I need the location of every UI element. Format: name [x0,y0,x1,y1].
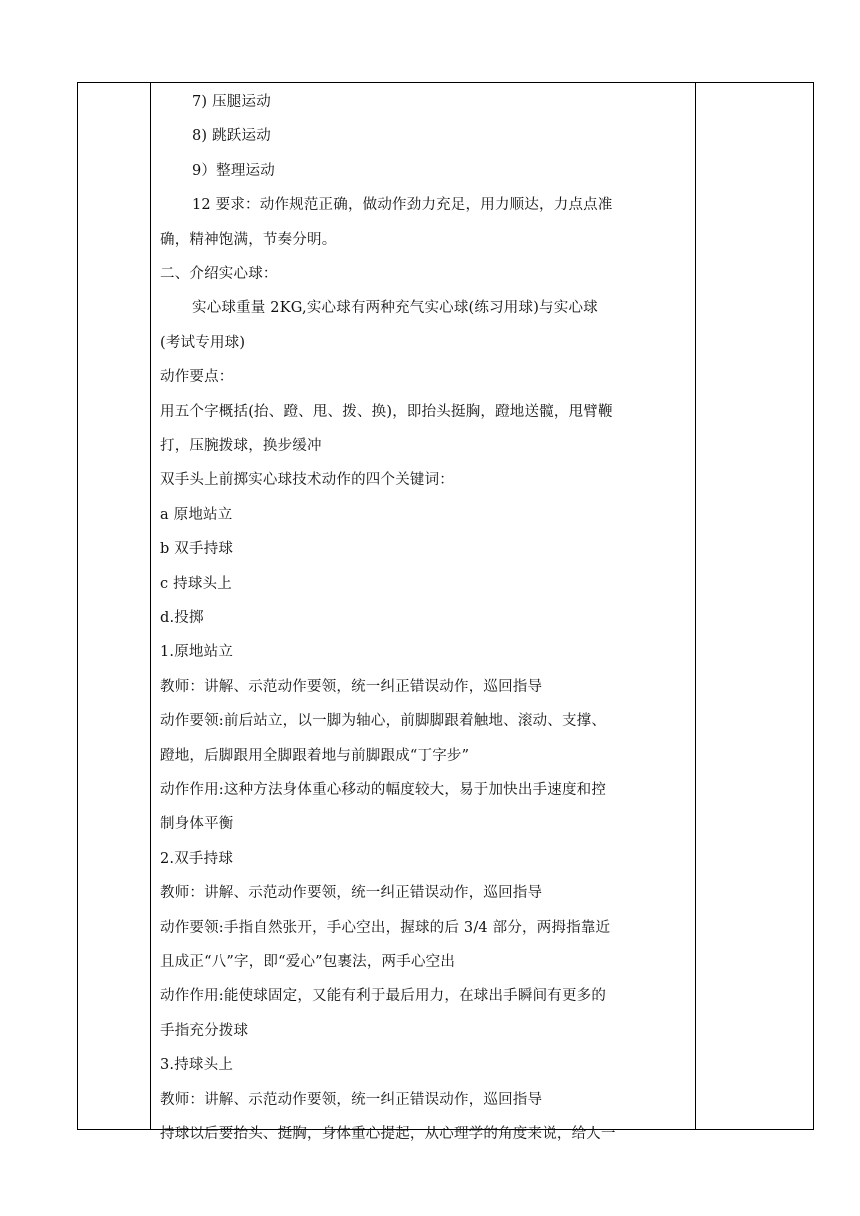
text-line: 蹬地，后脚跟用全脚跟着地与前脚跟成“丁字步” [160,747,470,764]
text-line: 教师：讲解、示范动作要领，统一纠正错误动作，巡回指导 [160,678,543,695]
text-line: (考试专用球) [160,334,246,351]
column-divider-right [695,83,696,1129]
text-line: b 双手持球 [160,541,234,558]
text-line: 双手头上前掷实心球技术动作的四个关键词： [160,472,454,489]
text-line: 用五个字概括(抬、蹬、甩、拨、换)，即抬头挺胸，蹬地送髋，甩臂鞭 [160,403,613,420]
text-line: 确，精神饱满，节奏分明。 [160,231,337,248]
text-line: d.投掷 [160,610,204,626]
text-line: 1.原地站立 [160,644,234,661]
text-line: 8) 跳跃运动 [192,128,271,145]
text-line: 教师：讲解、示范动作要领，统一纠正错误动作，巡回指导 [160,885,543,902]
text-line: 动作要领:手指自然张开，手心空出，握球的后 3/4 部分，两拇指靠近 [160,919,611,936]
text-line: 教师：讲解、示范动作要领，统一纠正错误动作，巡回指导 [160,1091,543,1108]
text-line: a 原地站立 [160,506,233,523]
text-line: 9）整理运动 [192,162,275,179]
column-divider-left [150,83,151,1129]
text-line: 12 要求：动作规范正确，做动作劲力充足，用力顺达，力点点准 [192,197,613,214]
text-line: 动作作用:这种方法身体重心移动的幅度较大，易于加快出手速度和控 [160,782,607,798]
text-line: 二、介绍实心球： [160,266,278,282]
lesson-table [77,82,814,1142]
text-line: 7) 压腿运动 [192,94,271,110]
text-line: 持球以后要抬头、挺胸，身体重心提起，从心理学的角度来说，给人一 [160,1126,616,1142]
text-line: c 持球头上 [160,575,232,592]
text-line: 动作作用:能使球固定，又能有利于最后用力，在球出手瞬间有更多的 [160,988,607,1005]
text-line: 且成正“八”字，即“爱心”包裹法，两手心空出 [160,954,456,970]
text-line: 实心球重量 2KG,实心球有两种充气实心球(练习用球)与实心球 [192,300,598,317]
text-line: 3.持球头上 [160,1057,234,1074]
text-line: 打，压腕拨球，换步缓冲 [160,438,322,454]
text-line: 动作要点： [160,369,234,386]
text-line: 2.双手持球 [160,850,234,867]
text-line: 动作要领:前后站立，以一脚为轴心，前脚脚跟着触地、滚动、支撑、 [160,713,607,730]
text-line: 制身体平衡 [160,816,234,833]
text-line: 手指充分拨球 [160,1022,249,1039]
